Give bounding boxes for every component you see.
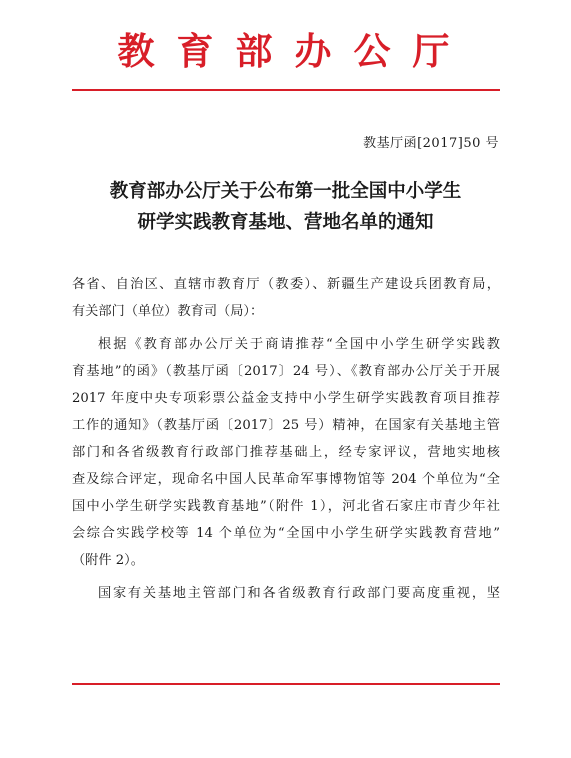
document-body [72, 271, 500, 607]
paragraph-line: 工作的通知》（教基厅函〔2017〕25 号）精神，在国家有关基地主管 [72, 418, 500, 433]
paragraph-line: 根据《教育部办公厅关于商请推荐“全国中小学生研学实践教 [98, 337, 500, 352]
paragraph-line: 查及综合评定，现命名中国人民革命军事博物馆等 204 个单位为“全 [72, 472, 500, 487]
issuing-organ-header: 教育部办公厅 [117, 29, 472, 73]
document-title [0, 176, 571, 238]
paragraph-line: 会综合实践学校等 14 个单位为“全国中小学生研学实践教育营地” [72, 526, 500, 541]
paragraph-2 [72, 580, 500, 607]
paragraph-line: 部门和各省级教育行政部门推荐基础上，经专家评议，营地实地核 [72, 445, 500, 460]
addressee-line: 各省、自治区、直辖市教育厅（教委）、新疆生产建设兵团教育局， [72, 277, 500, 292]
paragraph-line: 2017 年度中央专项彩票公益金支持中小学生研学实践教育项目推荐 [72, 391, 500, 406]
document-number: 教基厅函[2017]50 号 [363, 136, 499, 151]
addressee-line: 有关部门（单位）教育司（局）： [72, 304, 264, 319]
title-line: 研学实践教育基地、营地名单的通知 [137, 212, 434, 233]
paragraph-1 [72, 331, 500, 574]
addressee [72, 271, 500, 325]
paragraph-line: 国家有关基地主管部门和各省级教育行政部门要高度重视，坚 [98, 586, 500, 601]
paragraph-line: 国中小学生研学实践教育基地”（附件 1），河北省石家庄市青少年社 [72, 499, 500, 514]
paragraph-line: 育基地”的函》（教基厅函〔2017〕24 号）、《教育部办公厅关于开展 [72, 364, 500, 379]
red-separator-top [72, 89, 500, 91]
paragraph-line: （附件 2）。 [72, 553, 144, 568]
red-separator-bottom [72, 683, 500, 685]
title-line: 教育部办公厅关于公布第一批全国中小学生 [109, 181, 462, 202]
